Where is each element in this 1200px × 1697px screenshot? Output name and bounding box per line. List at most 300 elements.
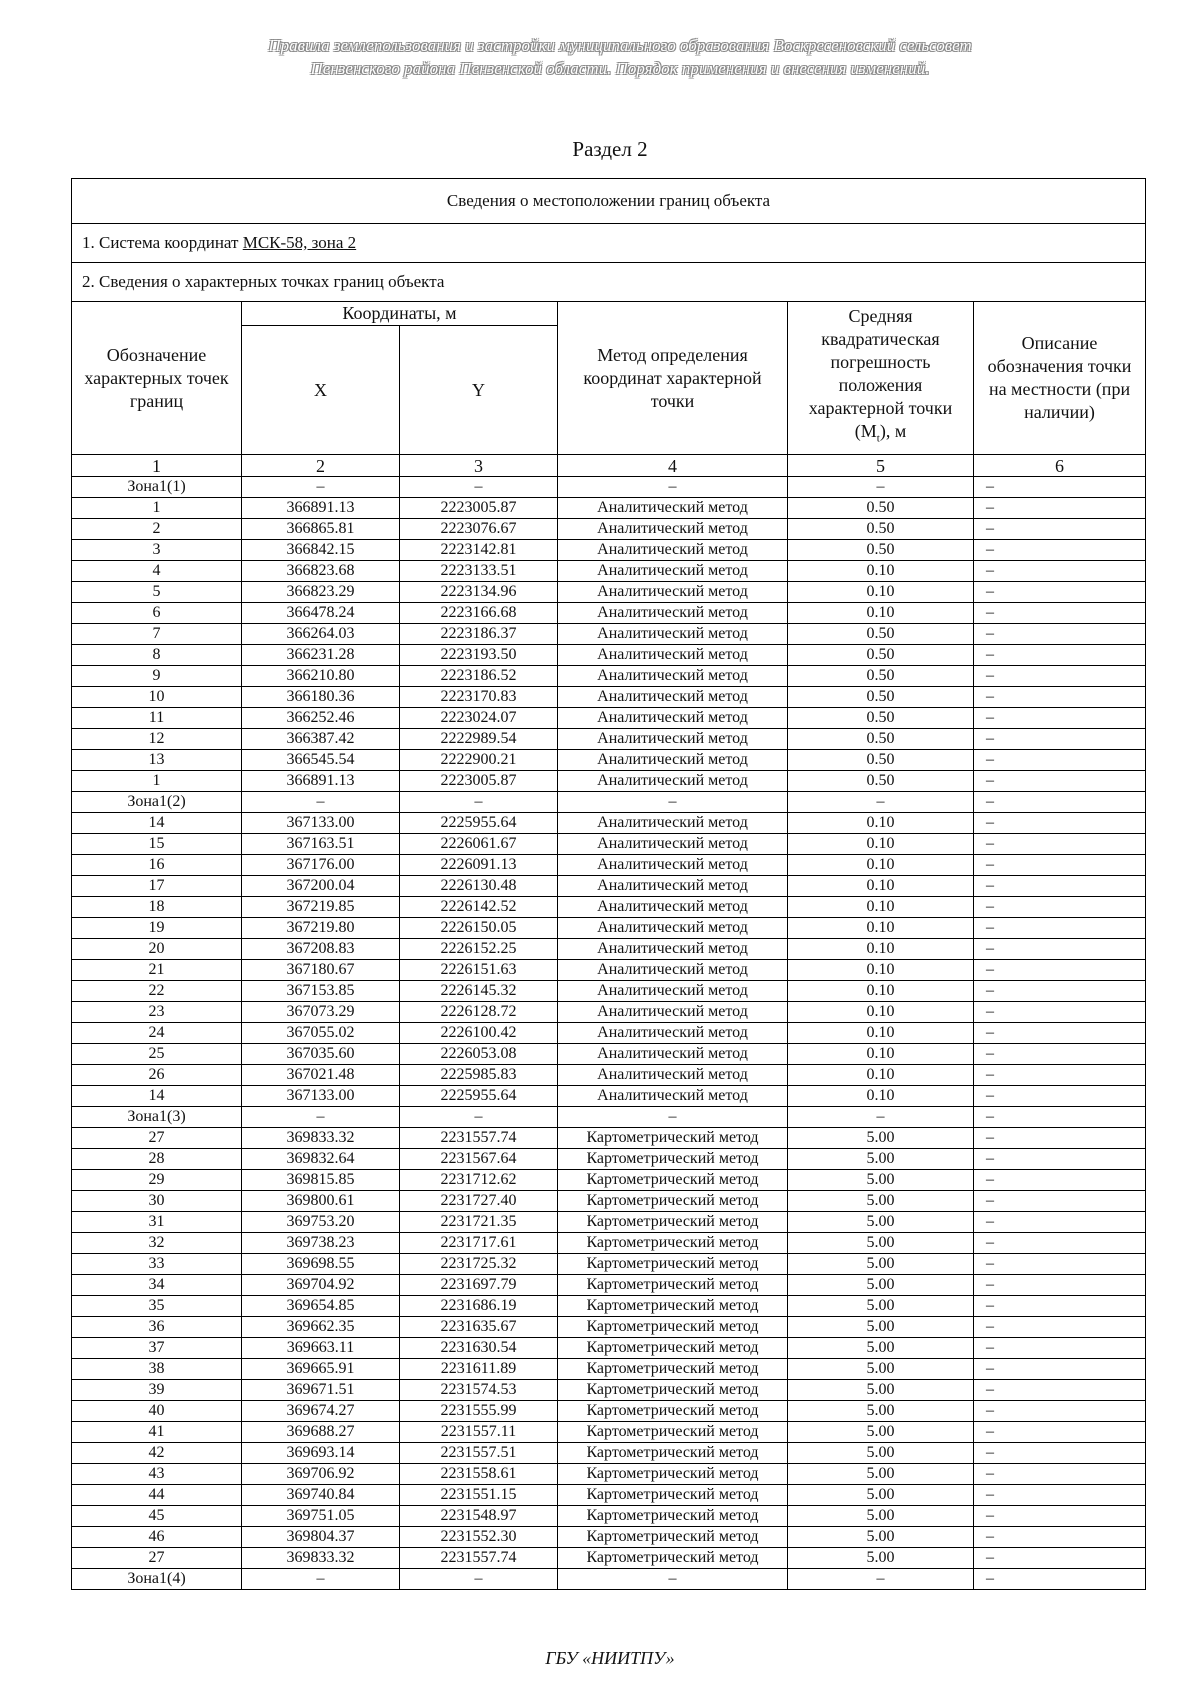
- table-row: [72, 1506, 1146, 1527]
- method: Картометрический метод: [558, 1443, 788, 1464]
- coord-x: 366231.28: [242, 645, 400, 666]
- method: Аналитический метод: [558, 750, 788, 771]
- method: Картометрический метод: [558, 1296, 788, 1317]
- coord-x: 369740.84: [242, 1485, 400, 1506]
- coord-x: 369693.14: [242, 1443, 400, 1464]
- point-label: 10: [72, 687, 242, 708]
- header-line-2: Пензенского района Пензенской области. Порядок применения и внесения изменений.: [310, 59, 930, 78]
- point-label: 2: [72, 519, 242, 540]
- error-value: 5.00: [788, 1191, 974, 1212]
- coord-x: 367219.80: [242, 918, 400, 939]
- table-row: [72, 855, 1146, 876]
- coord-y: –: [400, 1107, 558, 1128]
- description: –: [974, 750, 1146, 771]
- coord-x: 367180.67: [242, 960, 400, 981]
- error-value: 0.50: [788, 645, 974, 666]
- description: –: [974, 1191, 1146, 1212]
- point-label: 5: [72, 582, 242, 603]
- coord-y: 2222989.54: [400, 729, 558, 750]
- coord-x: 369833.32: [242, 1548, 400, 1569]
- method: Аналитический метод: [558, 981, 788, 1002]
- error-value: 0.10: [788, 1002, 974, 1023]
- description: –: [974, 876, 1146, 897]
- error-value: 5.00: [788, 1296, 974, 1317]
- coord-y: 2226100.42: [400, 1023, 558, 1044]
- method: Аналитический метод: [558, 498, 788, 519]
- method: Картометрический метод: [558, 1254, 788, 1275]
- method: Картометрический метод: [558, 1128, 788, 1149]
- point-label: 27: [72, 1548, 242, 1569]
- error-value: –: [788, 1107, 974, 1128]
- method: Аналитический метод: [558, 624, 788, 645]
- coord-system-prefix: 1. Система координат: [82, 233, 243, 252]
- coord-y: –: [400, 477, 558, 498]
- coord-x: 367208.83: [242, 939, 400, 960]
- coord-x: –: [242, 792, 400, 813]
- description: –: [974, 1254, 1146, 1275]
- coord-y: 2225985.83: [400, 1065, 558, 1086]
- description: –: [974, 792, 1146, 813]
- error-value: 5.00: [788, 1527, 974, 1548]
- table-row: [72, 918, 1146, 939]
- coord-system: [72, 224, 1146, 263]
- coord-y: 2226091.13: [400, 855, 558, 876]
- point-label: 45: [72, 1506, 242, 1527]
- description: –: [974, 519, 1146, 540]
- table-row: [72, 1233, 1146, 1254]
- table-title-row: [72, 179, 1146, 224]
- description: –: [974, 1107, 1146, 1128]
- point-label: 13: [72, 750, 242, 771]
- coord-x: 367219.85: [242, 897, 400, 918]
- table-row: [72, 939, 1146, 960]
- method: Аналитический метод: [558, 666, 788, 687]
- point-label: 8: [72, 645, 242, 666]
- error-value: 0.50: [788, 750, 974, 771]
- coord-y: 2231697.79: [400, 1275, 558, 1296]
- column-number: 1: [72, 455, 242, 477]
- error-value: 0.10: [788, 1086, 974, 1107]
- description: –: [974, 1569, 1146, 1590]
- table-row: [72, 1401, 1146, 1422]
- error-value: 5.00: [788, 1506, 974, 1527]
- description: –: [974, 1044, 1146, 1065]
- method: Картометрический метод: [558, 1506, 788, 1527]
- coord-x: 367021.48: [242, 1065, 400, 1086]
- error-value: 0.10: [788, 876, 974, 897]
- coord-y: 2231611.89: [400, 1359, 558, 1380]
- coord-y: 2226151.63: [400, 960, 558, 981]
- method: Картометрический метод: [558, 1233, 788, 1254]
- table-row: [72, 540, 1146, 561]
- point-label: 37: [72, 1338, 242, 1359]
- point-label: 44: [72, 1485, 242, 1506]
- description: –: [974, 1506, 1146, 1527]
- table-row: [72, 981, 1146, 1002]
- method: Аналитический метод: [558, 1023, 788, 1044]
- method: –: [558, 792, 788, 813]
- coord-x: 367153.85: [242, 981, 400, 1002]
- description: –: [974, 1380, 1146, 1401]
- coord-y: 2231721.35: [400, 1212, 558, 1233]
- coord-y: 2231555.99: [400, 1401, 558, 1422]
- zone-row: [72, 1569, 1146, 1590]
- description: –: [974, 561, 1146, 582]
- description: –: [974, 624, 1146, 645]
- coord-x: 367133.00: [242, 1086, 400, 1107]
- table-row: [72, 1359, 1146, 1380]
- coord-x: 366264.03: [242, 624, 400, 645]
- method: Картометрический метод: [558, 1212, 788, 1233]
- coord-x: 369663.11: [242, 1338, 400, 1359]
- method: Картометрический метод: [558, 1485, 788, 1506]
- table-row: [72, 1464, 1146, 1485]
- coord-x: 369815.85: [242, 1170, 400, 1191]
- point-label: 1: [72, 771, 242, 792]
- coord-y: 2226142.52: [400, 897, 558, 918]
- point-label: 22: [72, 981, 242, 1002]
- description: –: [974, 477, 1146, 498]
- point-label: 40: [72, 1401, 242, 1422]
- error-value: –: [788, 792, 974, 813]
- error-value: –: [788, 1569, 974, 1590]
- table-row: [72, 729, 1146, 750]
- coord-x: 366823.29: [242, 582, 400, 603]
- coord-y: 2231558.61: [400, 1464, 558, 1485]
- method: –: [558, 477, 788, 498]
- error-value: 0.50: [788, 666, 974, 687]
- coord-y: 2226152.25: [400, 939, 558, 960]
- coord-x: 367176.00: [242, 855, 400, 876]
- method: Аналитический метод: [558, 1044, 788, 1065]
- description: –: [974, 1212, 1146, 1233]
- error-value: 0.50: [788, 624, 974, 645]
- coord-y: 2231717.61: [400, 1233, 558, 1254]
- error-value: 0.50: [788, 498, 974, 519]
- method: Аналитический метод: [558, 876, 788, 897]
- coord-y: 2231725.32: [400, 1254, 558, 1275]
- header-y: Y: [400, 326, 558, 455]
- error-value: 0.50: [788, 708, 974, 729]
- description: –: [974, 1548, 1146, 1569]
- error-value: 0.10: [788, 855, 974, 876]
- column-number: 6: [974, 455, 1146, 477]
- method: Аналитический метод: [558, 960, 788, 981]
- point-label: 17: [72, 876, 242, 897]
- error-value: 0.10: [788, 981, 974, 1002]
- coord-x: 369751.05: [242, 1506, 400, 1527]
- table-row: [72, 1296, 1146, 1317]
- error-value: 0.10: [788, 939, 974, 960]
- point-label: 35: [72, 1296, 242, 1317]
- error-value: 0.10: [788, 582, 974, 603]
- error-value: 0.10: [788, 897, 974, 918]
- point-label: 7: [72, 624, 242, 645]
- point-label: 12: [72, 729, 242, 750]
- coord-x: 369704.92: [242, 1275, 400, 1296]
- method: Аналитический метод: [558, 1065, 788, 1086]
- description: –: [974, 1401, 1146, 1422]
- error-value: 0.10: [788, 603, 974, 624]
- error-value: 5.00: [788, 1317, 974, 1338]
- error-value: 0.10: [788, 813, 974, 834]
- coord-y: 2223005.87: [400, 498, 558, 519]
- coord-y: 2223186.52: [400, 666, 558, 687]
- column-number-row: [72, 455, 1146, 477]
- description: –: [974, 1023, 1146, 1044]
- table-row: [72, 1485, 1146, 1506]
- description: –: [974, 1233, 1146, 1254]
- table-row: [72, 1275, 1146, 1296]
- method: Аналитический метод: [558, 582, 788, 603]
- coord-x: –: [242, 477, 400, 498]
- error-value: 0.50: [788, 687, 974, 708]
- point-label: 15: [72, 834, 242, 855]
- header-row-1: [72, 302, 1146, 326]
- point-label: 36: [72, 1317, 242, 1338]
- description: –: [974, 897, 1146, 918]
- coord-y: 2226061.67: [400, 834, 558, 855]
- method: Картометрический метод: [558, 1191, 788, 1212]
- description: –: [974, 939, 1146, 960]
- point-label: Зона1(1): [72, 477, 242, 498]
- description: –: [974, 1128, 1146, 1149]
- coord-y: 2223005.87: [400, 771, 558, 792]
- table-row: [72, 1317, 1146, 1338]
- coord-x: 366180.36: [242, 687, 400, 708]
- method: –: [558, 1569, 788, 1590]
- description: –: [974, 813, 1146, 834]
- boundary-points-table: [71, 178, 1146, 1590]
- coord-x: 367133.00: [242, 813, 400, 834]
- table-row: [72, 1254, 1146, 1275]
- method: Картометрический метод: [558, 1317, 788, 1338]
- table-row: [72, 876, 1146, 897]
- point-label: 6: [72, 603, 242, 624]
- table-row: [72, 1149, 1146, 1170]
- error-value: 5.00: [788, 1338, 974, 1359]
- coord-y: 2231686.19: [400, 1296, 558, 1317]
- point-label: 42: [72, 1443, 242, 1464]
- header-line-1: Правила землепользования и застройки муниципального образования Воскресеновский сельсовет: [268, 36, 972, 55]
- coord-y: 2231552.30: [400, 1527, 558, 1548]
- error-value: 5.00: [788, 1401, 974, 1422]
- description: –: [974, 1485, 1146, 1506]
- zone-row: [72, 477, 1146, 498]
- method: Аналитический метод: [558, 855, 788, 876]
- table-row: [72, 1044, 1146, 1065]
- description: –: [974, 1527, 1146, 1548]
- error-value: 5.00: [788, 1422, 974, 1443]
- table-row: [72, 771, 1146, 792]
- table-row: [72, 1086, 1146, 1107]
- point-label: 9: [72, 666, 242, 687]
- coord-y: 2223142.81: [400, 540, 558, 561]
- description: –: [974, 834, 1146, 855]
- method: Аналитический метод: [558, 771, 788, 792]
- section-title: Раздел 2: [572, 137, 648, 161]
- description: –: [974, 771, 1146, 792]
- error-value: 0.50: [788, 519, 974, 540]
- method: Картометрический метод: [558, 1338, 788, 1359]
- point-label: 14: [72, 813, 242, 834]
- coord-x: 369674.27: [242, 1401, 400, 1422]
- error-value: 5.00: [788, 1464, 974, 1485]
- coord-system-value: МСК-58, зона 2: [242, 233, 357, 252]
- coord-x: 369833.32: [242, 1128, 400, 1149]
- error-value: 0.50: [788, 771, 974, 792]
- point-label: 33: [72, 1254, 242, 1275]
- method: Аналитический метод: [558, 540, 788, 561]
- document-header: [120, 34, 1120, 80]
- coord-y: 2226128.72: [400, 1002, 558, 1023]
- coord-y: 2231567.64: [400, 1149, 558, 1170]
- column-number: 4: [558, 455, 788, 477]
- header-error: Средняя квадратическая погрешность положения характерной точки $(M_t)$, м: [788, 302, 974, 455]
- header-designation: Обозначение характерных точек границ: [72, 302, 242, 455]
- method: Аналитический метод: [558, 834, 788, 855]
- table-row: [72, 645, 1146, 666]
- method: Аналитический метод: [558, 645, 788, 666]
- table-row: [72, 1023, 1146, 1044]
- description: –: [974, 582, 1146, 603]
- coord-y: 2231557.74: [400, 1548, 558, 1569]
- coord-x: 369688.27: [242, 1422, 400, 1443]
- coord-x: 369665.91: [242, 1359, 400, 1380]
- table-row: [72, 1128, 1146, 1149]
- coord-x: 369800.61: [242, 1191, 400, 1212]
- description: –: [974, 1296, 1146, 1317]
- description: –: [974, 1149, 1146, 1170]
- error-value: 0.50: [788, 729, 974, 750]
- description: –: [974, 1086, 1146, 1107]
- table-row: [72, 960, 1146, 981]
- method: Картометрический метод: [558, 1401, 788, 1422]
- coord-x: 369832.64: [242, 1149, 400, 1170]
- table-row: [72, 1443, 1146, 1464]
- coord-y: 2231548.97: [400, 1506, 558, 1527]
- coord-x: 366842.15: [242, 540, 400, 561]
- description: –: [974, 855, 1146, 876]
- coord-y: 2223076.67: [400, 519, 558, 540]
- point-label: 32: [72, 1233, 242, 1254]
- table-row: [72, 1527, 1146, 1548]
- table-row: [72, 1380, 1146, 1401]
- point-label: 3: [72, 540, 242, 561]
- coord-x: 366252.46: [242, 708, 400, 729]
- method: Картометрический метод: [558, 1359, 788, 1380]
- point-label: 29: [72, 1170, 242, 1191]
- point-label: 26: [72, 1065, 242, 1086]
- error-value: 0.10: [788, 1065, 974, 1086]
- table-row: [72, 1422, 1146, 1443]
- header-method: Метод определения координат характерной точки: [558, 302, 788, 455]
- method: Картометрический метод: [558, 1149, 788, 1170]
- coord-y: 2231551.15: [400, 1485, 558, 1506]
- point-label: 34: [72, 1275, 242, 1296]
- coord-x: –: [242, 1569, 400, 1590]
- table-row: [72, 813, 1146, 834]
- method: Аналитический метод: [558, 519, 788, 540]
- point-label: 43: [72, 1464, 242, 1485]
- coord-x: 369804.37: [242, 1527, 400, 1548]
- error-value: 0.10: [788, 1023, 974, 1044]
- error-value: 5.00: [788, 1443, 974, 1464]
- description: –: [974, 687, 1146, 708]
- table-row: [72, 582, 1146, 603]
- coord-y: 2223133.51: [400, 561, 558, 582]
- coord-x: 369671.51: [242, 1380, 400, 1401]
- coord-y: 2225955.64: [400, 813, 558, 834]
- table-row: [72, 1065, 1146, 1086]
- coord-x: 369753.20: [242, 1212, 400, 1233]
- error-value: 5.00: [788, 1359, 974, 1380]
- coord-y: 2223024.07: [400, 708, 558, 729]
- coord-x: 367055.02: [242, 1023, 400, 1044]
- method: Картометрический метод: [558, 1380, 788, 1401]
- coord-y: 2223170.83: [400, 687, 558, 708]
- point-label: 39: [72, 1380, 242, 1401]
- point-label: 23: [72, 1002, 242, 1023]
- error-value: 5.00: [788, 1380, 974, 1401]
- method: Картометрический метод: [558, 1170, 788, 1191]
- coord-y: 2231557.74: [400, 1128, 558, 1149]
- point-label: Зона1(2): [72, 792, 242, 813]
- point-label: 31: [72, 1212, 242, 1233]
- error-value: 0.50: [788, 540, 974, 561]
- method: Аналитический метод: [558, 813, 788, 834]
- point-label: Зона1(3): [72, 1107, 242, 1128]
- header-x: X: [242, 326, 400, 455]
- coord-y: 2226053.08: [400, 1044, 558, 1065]
- coord-y: 2226145.32: [400, 981, 558, 1002]
- header-description: Описание обозначения точки на местности (при наличии): [974, 302, 1146, 455]
- table-row: [72, 1170, 1146, 1191]
- description: –: [974, 1275, 1146, 1296]
- error-value: 0.10: [788, 918, 974, 939]
- point-label: 14: [72, 1086, 242, 1107]
- description: –: [974, 666, 1146, 687]
- point-label: 41: [72, 1422, 242, 1443]
- point-label: 38: [72, 1359, 242, 1380]
- method: Аналитический метод: [558, 729, 788, 750]
- error-value: 5.00: [788, 1149, 974, 1170]
- coord-y: 2223134.96: [400, 582, 558, 603]
- coord-y: 2223186.37: [400, 624, 558, 645]
- coord-x: 369698.55: [242, 1254, 400, 1275]
- error-value: –: [788, 477, 974, 498]
- coord-x: 369662.35: [242, 1317, 400, 1338]
- error-value: 5.00: [788, 1128, 974, 1149]
- method: Аналитический метод: [558, 939, 788, 960]
- header-coordinates: Координаты, м: [242, 302, 558, 326]
- coord-x: 369706.92: [242, 1464, 400, 1485]
- method: Аналитический метод: [558, 918, 788, 939]
- coord-y: 2231712.62: [400, 1170, 558, 1191]
- coord-y: –: [400, 1569, 558, 1590]
- coord-y: 2223166.68: [400, 603, 558, 624]
- table-row: [72, 687, 1146, 708]
- table-row: [72, 519, 1146, 540]
- method: Аналитический метод: [558, 1086, 788, 1107]
- description: –: [974, 708, 1146, 729]
- coord-x: –: [242, 1107, 400, 1128]
- error-value: 5.00: [788, 1233, 974, 1254]
- point-label: 16: [72, 855, 242, 876]
- points-heading-row: [72, 263, 1146, 302]
- table-row: [72, 834, 1146, 855]
- coord-x: 366891.13: [242, 771, 400, 792]
